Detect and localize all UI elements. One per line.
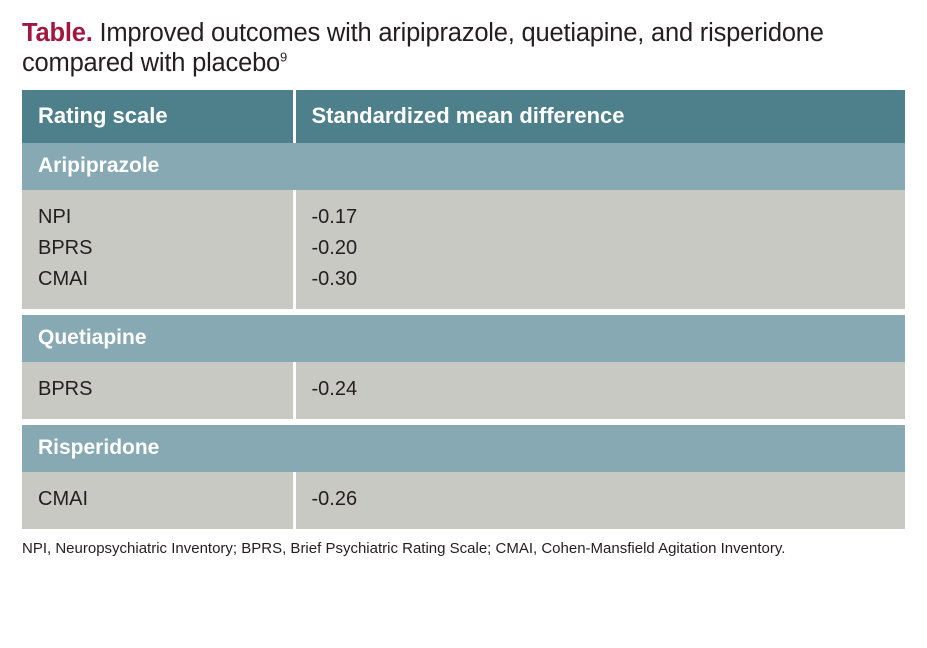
scale-name: BPRS — [38, 237, 93, 259]
standardized-mean-difference-cell — [294, 472, 905, 529]
rating-scale-cell — [22, 190, 294, 309]
smd-value: -0.17 — [311, 206, 358, 228]
smd-value: -0.30 — [311, 268, 358, 290]
column-header-standardized-mean-difference: Standardized mean difference — [294, 90, 905, 143]
standardized-mean-difference-cell — [294, 190, 905, 309]
table-row — [22, 472, 905, 529]
table-footnote: NPI, Neuropsychiatric Inventory; BPRS, Brief Psychiatric Rating Scale; CMAI, Cohen-Mansfield Agitation Inventory. — [22, 540, 786, 557]
group-label: Quetiapine — [22, 315, 905, 362]
page-title — [22, 18, 905, 78]
title-reference-superscript: 9 — [280, 49, 288, 65]
scale-name: NPI — [38, 206, 72, 228]
table-row — [22, 190, 905, 309]
scale-name: BPRS — [38, 378, 93, 400]
group-header-aripiprazole — [22, 143, 905, 190]
standardized-mean-difference-cell — [294, 362, 905, 419]
title-text: Improved outcomes with aripiprazole, quetiapine, and risperidone compared with placebo — [22, 19, 824, 77]
group-label: Aripiprazole — [22, 143, 905, 190]
group-label: Risperidone — [22, 425, 905, 472]
group-header-risperidone — [22, 425, 905, 472]
smd-value: -0.24 — [311, 378, 358, 400]
column-header-rating-scale: Rating scale — [22, 90, 294, 143]
rating-scale-cell — [22, 362, 294, 419]
rating-scale-cell — [22, 472, 294, 529]
outcomes-table — [22, 90, 905, 529]
title-label: Table. — [22, 19, 93, 47]
scale-name: CMAI — [38, 268, 88, 290]
scale-name: CMAI — [38, 488, 88, 510]
smd-value: -0.20 — [311, 237, 358, 259]
table-header-row — [22, 90, 905, 143]
group-header-quetiapine — [22, 315, 905, 362]
table-row — [22, 362, 905, 419]
smd-value: -0.26 — [311, 488, 358, 510]
